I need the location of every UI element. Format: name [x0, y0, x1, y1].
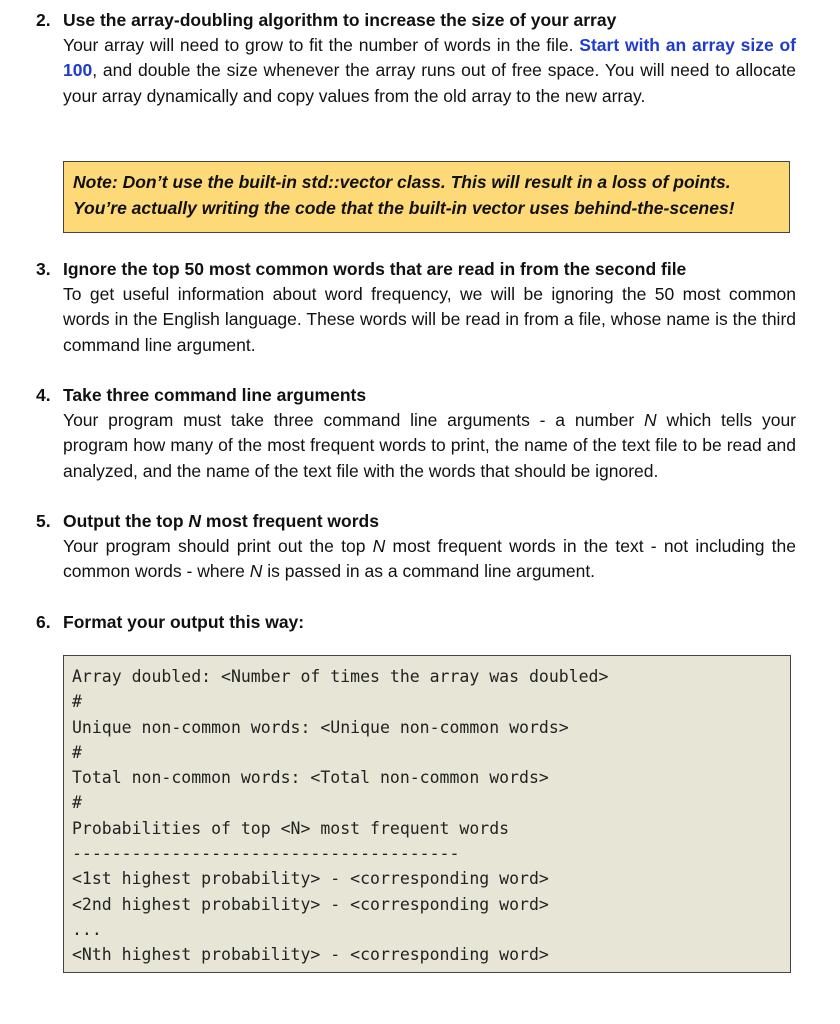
item-4-heading	[36, 383, 796, 408]
item-3-body: To get useful information about word frequency, we will be ignoring the 50 most common words in the English language. These words will be read in from a file, whose name is the third command line argument.	[63, 284, 796, 355]
item-4-var-n: N	[644, 410, 657, 430]
item-5-title-after: most frequent words	[201, 511, 379, 531]
code-line: Total non-common words: <Total non-common words>	[72, 768, 549, 788]
code-line: #	[72, 692, 82, 712]
item-5-text-3: is passed in as a command line argument.	[262, 561, 596, 582]
note-line-2: You’re actually writing the code that the built-in vector uses behind-the-scenes!	[73, 197, 735, 218]
code-line: <2nd highest probability> - <corresponding word>	[72, 894, 549, 914]
item-5-text-2: most frequent words in the text - not including the common words - where	[63, 536, 796, 582]
item-2-text-before: Your array will need to grow to fit the number of words in the file.	[63, 35, 580, 55]
code-line: <1st highest probability> - <corresponding word>	[72, 869, 549, 889]
item-5	[36, 509, 796, 585]
item-3-number: 3.	[36, 259, 51, 279]
code-line: #	[72, 793, 82, 813]
item-2-body	[63, 33, 796, 109]
note-box	[63, 161, 790, 233]
item-4-body	[63, 408, 796, 484]
item-4	[36, 383, 796, 484]
code-line: Array doubled: <Number of times the array was doubled>	[72, 667, 609, 686]
item-5-body	[63, 534, 796, 585]
item-5-title	[63, 509, 379, 534]
code-line: ---------------------------------------	[72, 844, 460, 864]
item-6-number: 6.	[36, 612, 51, 632]
item-5-title-var: N	[188, 511, 202, 531]
item-6-heading	[36, 610, 796, 635]
output-format-code-block	[63, 655, 791, 973]
item-2-heading	[36, 8, 796, 33]
code-line: <Nth highest probability> - <corresponding word>	[72, 945, 549, 965]
item-3	[36, 257, 796, 358]
item-6	[36, 610, 796, 635]
code-line: ...	[72, 919, 102, 939]
item-6-title: Format your output this way:	[63, 612, 305, 632]
item-4-number: 4.	[36, 385, 51, 405]
item-5-var-2: N	[249, 561, 263, 582]
item-2-number: 2.	[36, 10, 51, 30]
code-line: Probabilities of top <N> most frequent words	[72, 818, 510, 838]
item-5-text-1: Your program should print out the top	[63, 536, 373, 556]
item-4-title: Take three command line arguments	[63, 385, 367, 405]
item-4-text-after: which tells your program how many of the most frequent words to print, the name of the text file to be read and analyzed, and the name of the text file with the words that should be ignored.	[63, 410, 797, 481]
item-5-number: 5.	[36, 511, 51, 531]
item-2-highlight: Start with an array size of 100	[63, 35, 796, 81]
item-5-var-1: N	[372, 536, 386, 556]
item-2	[36, 8, 796, 109]
item-2-title: Use the array-doubling algorithm to increase the size of your array	[63, 10, 617, 30]
item-4-text-before: Your program must take three command line arguments - a number	[63, 410, 645, 430]
note-line-1: Note: Don’t use the built-in std::vector class. This will result in a loss of points.	[73, 172, 731, 192]
code-line: Unique non-common words: <Unique non-common words>	[72, 717, 569, 737]
item-3-heading	[36, 257, 796, 282]
item-5-title-before: Output the top	[63, 511, 189, 531]
item-5-heading	[36, 509, 796, 534]
item-2-text-after: , and double the size whenever the array runs out of free space. You will need to allocate your array dynamically and copy values from the old array to the new array.	[63, 60, 796, 106]
item-3-title: Ignore the top 50 most common words that are read in from the second file	[63, 259, 687, 279]
code-line: #	[72, 742, 82, 762]
